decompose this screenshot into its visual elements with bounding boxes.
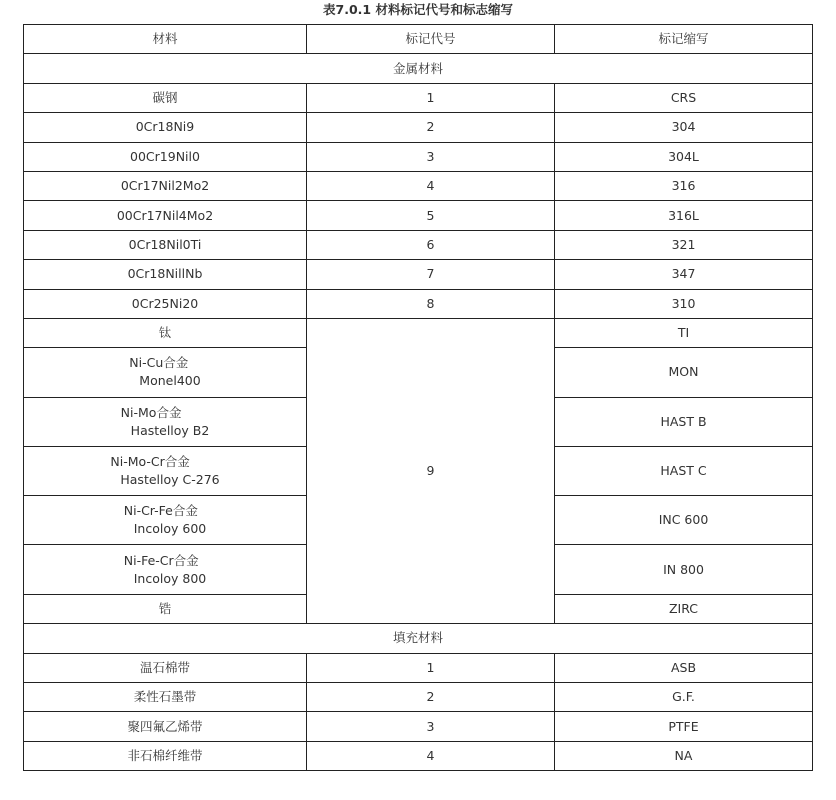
material-cell: 非石棉纤维带 [24, 741, 307, 770]
abbr-cell: 347 [555, 260, 813, 289]
abbr-cell: 316L [555, 201, 813, 230]
table-row [24, 712, 813, 741]
alloy-name: Ni-Mo-Cr合金 [110, 454, 190, 470]
material-cell [24, 446, 307, 495]
material-cell: 锆 [24, 594, 307, 623]
table-row [24, 230, 813, 259]
abbr-cell: INC 600 [555, 496, 813, 545]
table-row [24, 289, 813, 318]
code-cell: 1 [307, 653, 555, 682]
code-cell: 6 [307, 230, 555, 259]
material-cell: 0Cr18NillNb [24, 260, 307, 289]
header-row [24, 25, 813, 54]
alloy-trade-name: Hastelloy C-276 [120, 472, 220, 488]
material-cell [24, 397, 307, 446]
code-cell: 2 [307, 113, 555, 142]
material-cell: 00Cr19Nil0 [24, 142, 307, 171]
abbr-cell: NA [555, 741, 813, 770]
abbr-cell: IN 800 [555, 545, 813, 594]
table-row [24, 83, 813, 112]
abbr-cell: ZIRC [555, 594, 813, 623]
material-cell [24, 496, 307, 545]
section-title-filler: 填充材料 [24, 624, 813, 653]
abbr-cell: ASB [555, 653, 813, 682]
code-cell: 4 [307, 741, 555, 770]
material-cell: 0Cr18Nil0Ti [24, 230, 307, 259]
table-row [24, 201, 813, 230]
abbr-cell: 304L [555, 142, 813, 171]
table-row [24, 113, 813, 142]
abbr-cell: 310 [555, 289, 813, 318]
code-cell: 2 [307, 682, 555, 711]
table-caption: 表7.0.1 材料标记代号和标志缩写 [323, 2, 513, 17]
table-row [24, 260, 813, 289]
abbr-cell: G.F. [555, 682, 813, 711]
code-cell: 3 [307, 142, 555, 171]
code-cell: 4 [307, 171, 555, 200]
alloy-name: Ni-Mo合金 [120, 404, 182, 420]
header-abbr: 标记缩写 [555, 25, 813, 54]
abbr-cell: CRS [555, 83, 813, 112]
table-row [24, 318, 813, 347]
material-cell: 碳钢 [24, 83, 307, 112]
material-cell: 温石棉带 [24, 653, 307, 682]
code-cell: 8 [307, 289, 555, 318]
material-cell: 柔性石墨带 [24, 682, 307, 711]
material-cell: 0Cr17Nil2Mo2 [24, 171, 307, 200]
header-material: 材料 [24, 25, 307, 54]
alloy-trade-name: Monel400 [139, 373, 201, 389]
abbr-cell: PTFE [555, 712, 813, 741]
code-cell: 5 [307, 201, 555, 230]
material-cell: 0Cr18Ni9 [24, 113, 307, 142]
material-cell: 00Cr17Nil4Mo2 [24, 201, 307, 230]
table-row [24, 682, 813, 711]
code-cell: 7 [307, 260, 555, 289]
table-row [24, 741, 813, 770]
alloy-name: Ni-Cr-Fe合金 [123, 503, 198, 519]
header-code: 标记代号 [307, 25, 555, 54]
abbr-cell: MON [555, 348, 813, 397]
table-row [24, 171, 813, 200]
material-cell [24, 348, 307, 397]
code-cell: 3 [307, 712, 555, 741]
abbr-cell: 316 [555, 171, 813, 200]
code-cell-merged: 9 [307, 318, 555, 623]
material-cell: 钛 [24, 318, 307, 347]
abbr-cell: 321 [555, 230, 813, 259]
alloy-name: Ni-Cu合金 [129, 355, 189, 371]
material-cell: 0Cr25Ni20 [24, 289, 307, 318]
abbr-cell: 304 [555, 113, 813, 142]
abbr-cell: HAST C [555, 446, 813, 495]
material-cell: 聚四氟乙烯带 [24, 712, 307, 741]
material-code-table [23, 24, 813, 771]
alloy-trade-name: Incoloy 800 [133, 570, 207, 586]
table-row [24, 142, 813, 171]
alloy-trade-name: Incoloy 600 [133, 521, 207, 537]
section-title-metal: 金属材料 [24, 54, 813, 83]
abbr-cell: HAST B [555, 397, 813, 446]
alloy-trade-name: Hastelloy B2 [130, 422, 210, 438]
code-cell: 1 [307, 83, 555, 112]
table-row [24, 653, 813, 682]
section-row-filler [24, 624, 813, 653]
alloy-name: Ni-Fe-Cr合金 [123, 552, 199, 568]
section-row-metal [24, 54, 813, 83]
abbr-cell: TI [555, 318, 813, 347]
material-cell [24, 545, 307, 594]
